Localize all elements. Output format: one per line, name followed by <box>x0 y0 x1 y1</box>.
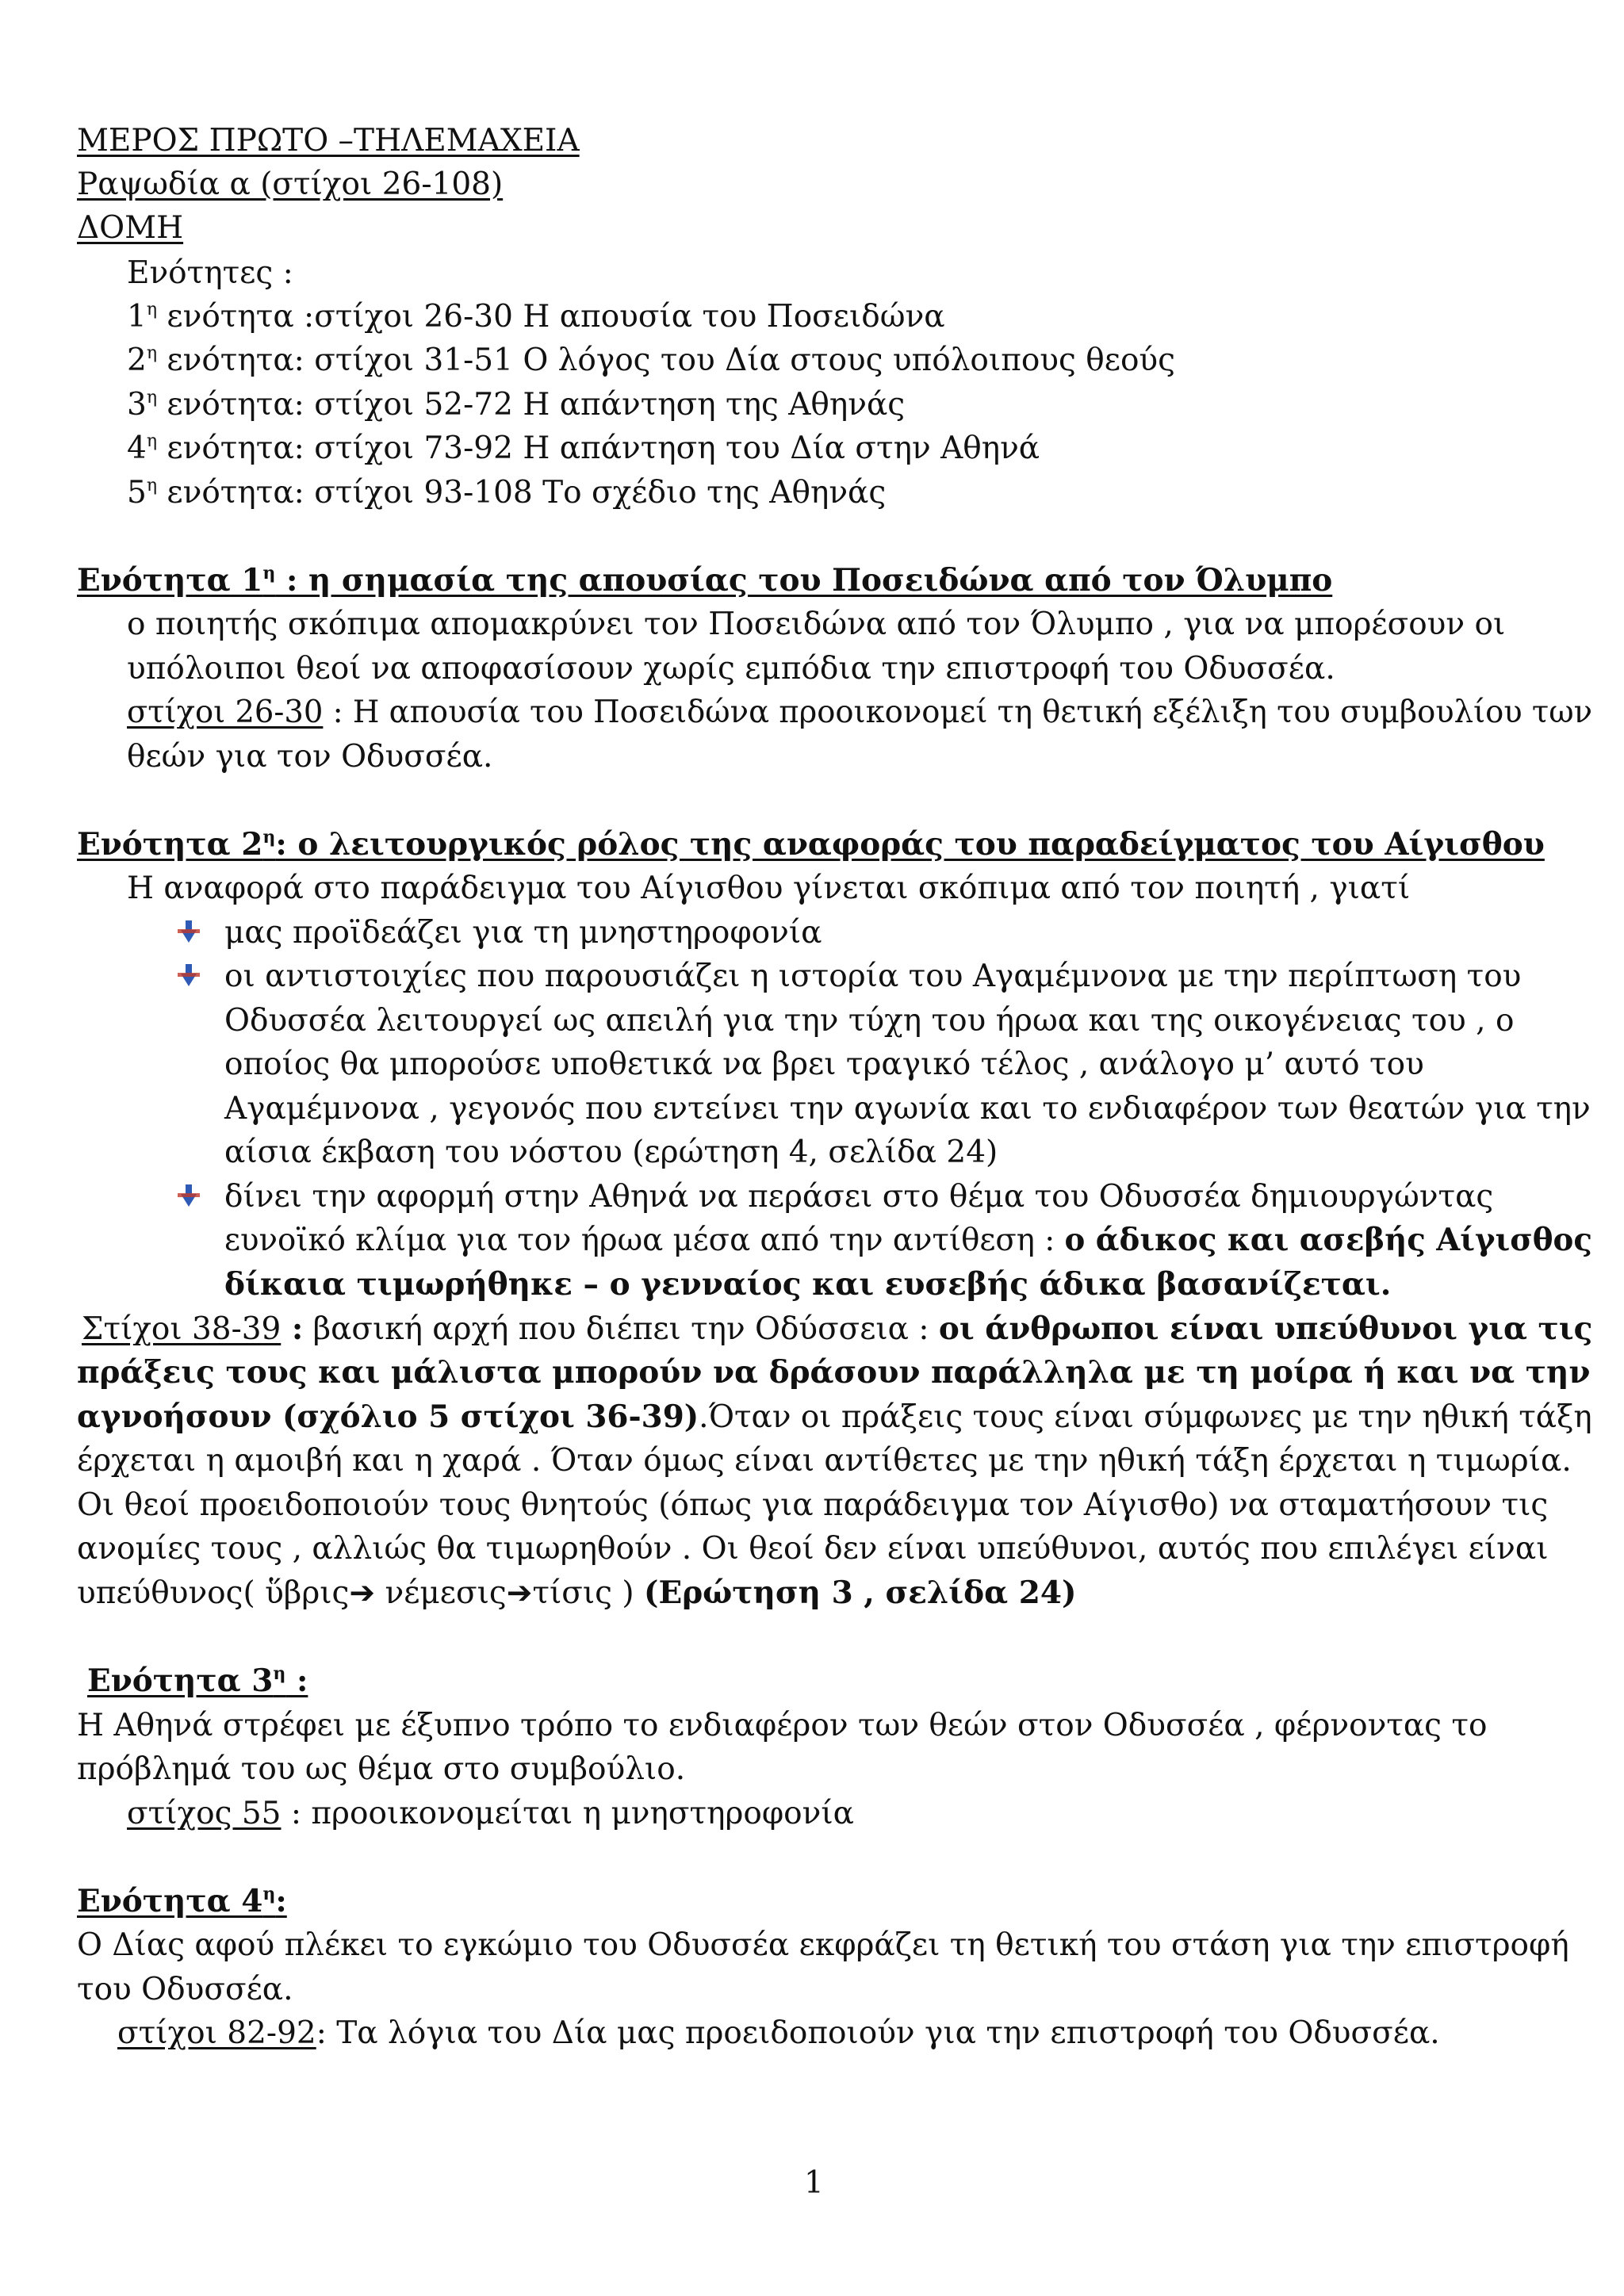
verses-38-line-7 <box>77 1575 1077 1611</box>
section-1-line-2: υπόλοιποι θεοί να αποφασίσουν χωρίς εμπόδια την επιστροφή του Οδυσσέα. <box>127 651 1335 687</box>
bullet-3-bold: ο άδικος και ασεβής Αίγισθος <box>1064 1222 1592 1258</box>
section-2-bullet-2-line-1: οι αντιστοιχίες που παρουσιάζει η ιστορία του Αγαμέμνονα με την περίπτωση του <box>224 959 1522 994</box>
verse-reference: στίχος 55 <box>127 1796 282 1831</box>
section-2-heading <box>77 826 1545 863</box>
section-2-heading-b: : ο λειτουργικός ρόλος της αναφοράς του παραδείγματος του Αίγισθου <box>275 826 1545 863</box>
ordinal-suffix: η <box>262 563 276 584</box>
ordinal-suffix: η <box>262 827 276 848</box>
section-4-verse <box>117 2015 1440 2051</box>
page-number: 1 <box>804 2165 824 2201</box>
outline-item-2-num: 2 <box>127 342 147 378</box>
verses-38-line-3 <box>77 1399 1592 1435</box>
section-2-intro: Η αναφορά στο παράδειγμα του Αίγισθου γίνεται σκόπιμα από τον ποιητή , γιατί <box>127 871 1411 906</box>
outline-item-2-text: ενότητα: στίχοι 31-51 Ο λόγος του Δία στους υπόλοιπους θεούς <box>157 342 1175 378</box>
arrow-icon: ➔ <box>349 1575 376 1611</box>
section-1-line-1: ο ποιητής σκόπιμα απομακρύνει τον Ποσειδώνα από τον Όλυμπο , για να μπορέσουν οι <box>127 607 1506 642</box>
section-4-heading-b: : <box>275 1883 287 1919</box>
bullet-arrow-icon <box>176 1183 201 1208</box>
verse-text: .Όταν οι πράξεις τους είναι σύμφωνες με την ηθική τάξη <box>699 1399 1592 1435</box>
section-2-bullet-2-line-4: Αγαμέμνονα , γεγονός που εντείνει την αγωνία και το ενδιαφέρον των θεατών για την <box>224 1091 1591 1127</box>
verses-38-line-4: έρχεται η αμοιβή και η χαρά . Όταν όμως είναι αντίθετες με την ηθική τάξη έρχεται η τιμωρία. <box>77 1443 1572 1479</box>
section-1-verse <box>127 697 1592 728</box>
part-title: ΜΕΡΟΣ ΠΡΩΤΟ –ΤΗΛΕΜΑΧΕΙΑ <box>77 123 580 159</box>
outline-item-5-text: ενότητα: στίχοι 93-108 Το σχέδιο της Αθηνάς <box>157 475 887 511</box>
section-2-bullet-2-line-3: οποίος θα μπορούσε υποθετικά να βρει τραγικό τέλος , ανάλογο μ’ αυτό του <box>224 1047 1424 1082</box>
section-3-heading-a: Ενότητα 3 <box>87 1663 274 1699</box>
section-2-bullet-1: μας προϊδεάζει για τη μνηστηροφονία <box>224 915 822 951</box>
verse-text: υπεύθυνος( ὕβρις <box>77 1575 350 1611</box>
ordinal-suffix: η <box>146 343 158 363</box>
verse-text: : Τα λόγια του Δία μας προειδοποιούν για την επιστροφή του Οδυσσέα. <box>316 2015 1440 2051</box>
verse-reference: στίχοι 26-30 <box>127 695 324 730</box>
section-3-line-1: Η Αθηνά στρέφει με έξυπνο τρόπο το ενδιαφέρον των θεών στον Οδυσσέα , φέρνοντας το <box>77 1708 1488 1743</box>
section-1-heading-b: : η σημασία της απουσίας του Ποσειδώνα από τον Όλυμπο <box>275 562 1333 599</box>
outline-item-3-num: 3 <box>127 387 147 423</box>
outline-item-2 <box>127 342 1175 378</box>
section-3-heading <box>87 1663 308 1699</box>
structure-title: ΔΟΜΗ <box>77 210 184 246</box>
verses-38-line-6: ανομίες τους , αλλιώς θα τιμωρηθούν . Οι θεοί δεν είναι υπεύθυνοι, αυτός που επιλέγει είναι <box>77 1531 1549 1567</box>
outline-title: Ενότητες : <box>127 255 293 291</box>
outline-item-3-text: ενότητα: στίχοι 52-72 Η απάντηση της Αθηνάς <box>157 387 906 423</box>
section-1-heading-a: Ενότητα 1 <box>77 562 263 599</box>
section-4-heading <box>77 1883 287 1919</box>
outline-item-1-num: 1 <box>127 299 147 335</box>
outline-item-4 <box>127 430 1040 466</box>
ordinal-suffix: η <box>146 300 158 320</box>
verse-text: τίσις ) <box>532 1575 645 1611</box>
section-4-heading-a: Ενότητα 4 <box>77 1883 263 1919</box>
verse-reference: Στίχοι 38-39 <box>82 1311 282 1347</box>
verse-bold: (Ερώτηση 3 , σελίδα 24) <box>644 1575 1077 1611</box>
outline-item-4-num: 4 <box>127 430 147 466</box>
verse-bold: αγνοήσουν (σχόλιο 5 στίχοι 36-39) <box>77 1399 699 1435</box>
verse-reference: στίχοι 82-92 <box>117 2015 316 2051</box>
section-3-heading-b: : <box>285 1663 308 1699</box>
verse-text: : προοικονομείται η μνηστηροφονία <box>281 1796 854 1831</box>
section-4-line-1: Ο Δίας αφού πλέκει το εγκώμιο του Οδυσσέα εκφράζει τη θετική του στάση για την επιστροφή <box>77 1927 1569 1963</box>
verse-text: νέμεσις <box>375 1575 507 1611</box>
verses-38-line-5: Οι θεοί προειδοποιούν τους θνητούς (όπως για παράδειγμα τον Αίγισθο) να σταματήσουν τις <box>77 1487 1549 1523</box>
arrow-icon: ➔ <box>506 1575 533 1611</box>
bullet-arrow-icon <box>176 919 201 944</box>
section-4-line-2: του Οδυσσέα. <box>77 1972 293 2007</box>
section-3-verse <box>127 1798 854 1829</box>
rhapsody-title: Ραψωδία α (στίχοι 26-108) <box>77 166 504 202</box>
bullet-3-text: ευνοϊκό κλίμα για τον ήρωα μέσα από την αντίθεση : <box>224 1223 1065 1258</box>
outline-item-1-text: ενότητα :στίχοι 26-30 Η απουσία του Ποσειδώνα <box>157 299 945 335</box>
verse-bold: οι άνθρωποι είναι υπεύθυνοι για τις <box>938 1311 1593 1347</box>
verse-text: βασική αρχή που διέπει την Οδύσσεια : <box>303 1311 939 1347</box>
section-2-bullet-2-line-5: αίσια έκβαση του νόστου (ερώτηση 4, σελίδα 24) <box>224 1135 998 1170</box>
section-1-heading <box>77 562 1333 599</box>
verse-text: : Η απουσία του Ποσειδώνα προοικονομεί τη θετική εξέλιξη του συμβουλίου των <box>323 695 1592 730</box>
section-3-line-2: πρόβλημά του ως θέμα στο συμβούλιο. <box>77 1751 686 1787</box>
verse-colon: : <box>281 1311 304 1347</box>
section-2-heading-a: Ενότητα 2 <box>77 826 263 863</box>
ordinal-suffix: η <box>273 1663 286 1684</box>
ordinal-suffix: η <box>146 431 158 451</box>
section-2-bullet-3-line-1: δίνει την αφορμή στην Αθηνά να περάσει στο θέμα του Οδυσσέα δημιουργώντας <box>224 1179 1494 1215</box>
section-2-bullet-2-line-2: Οδυσσέα λειτουργεί ως απειλή για την τύχη του ήρωα και της οικογένειας του , ο <box>224 1003 1515 1039</box>
section-2-bullet-3-line-3: δίκαια τιμωρήθηκε – ο γενναίος και ευσεβής άδικα βασανίζεται. <box>224 1266 1392 1303</box>
section-1-verse-cont: θεών για τον Οδυσσέα. <box>127 739 493 775</box>
ordinal-suffix: η <box>146 476 158 496</box>
outline-item-5 <box>127 475 887 511</box>
outline-item-5-num: 5 <box>127 475 147 511</box>
verses-38-line-2: πράξεις τους και μάλιστα μπορούν να δράσουν παράλληλα με τη μοίρα ή και να την <box>77 1354 1591 1391</box>
verses-38-line-1 <box>82 1311 1593 1347</box>
outline-item-4-text: ενότητα: στίχοι 73-92 Η απάντηση του Δία στην Αθηνά <box>157 430 1040 466</box>
outline-item-1 <box>127 299 945 335</box>
ordinal-suffix: η <box>146 388 158 408</box>
bullet-arrow-icon <box>176 962 201 988</box>
section-2-bullet-3-line-2 <box>224 1222 1592 1258</box>
outline-item-3 <box>127 387 906 423</box>
ordinal-suffix: η <box>262 1884 276 1904</box>
